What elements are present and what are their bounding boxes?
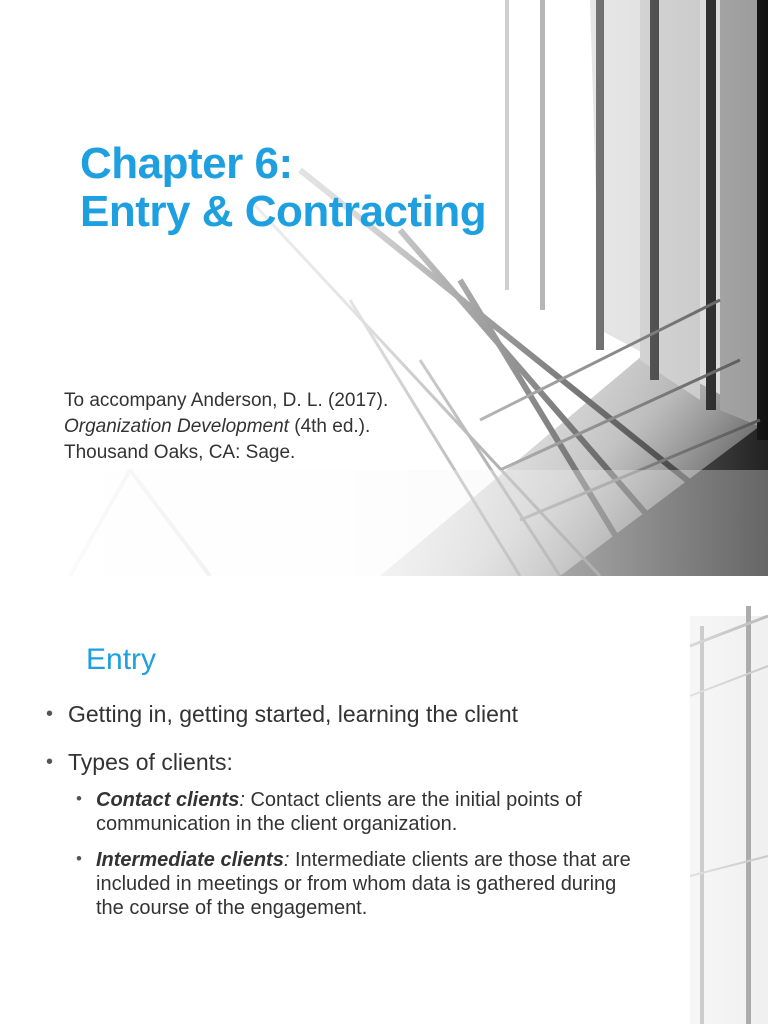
bullet-types-of-clients: • Types of clients: bbox=[44, 748, 694, 776]
main-bullet-list bbox=[44, 700, 694, 796]
entry-heading: Entry bbox=[86, 643, 157, 676]
term-contact-clients: Contact clients bbox=[96, 789, 240, 811]
citation-line-3: Thousand Oaks, CA: Sage. bbox=[64, 442, 296, 463]
term-separator: : bbox=[283, 849, 290, 871]
sub-bullet-contact-clients bbox=[76, 788, 636, 836]
slide-title-heading bbox=[80, 140, 486, 236]
term-separator: : bbox=[239, 789, 245, 811]
citation-line-2 bbox=[64, 414, 388, 440]
bullet-getting-in: • Getting in, getting started, learning the client bbox=[44, 700, 694, 728]
citation-line-1: To accompany Anderson, D. L. (2017). bbox=[64, 390, 389, 411]
citation-subtitle bbox=[64, 388, 388, 466]
book-title: Organization Development bbox=[64, 416, 289, 437]
definition-intermediate-clients: Intermediate clients are those that are included in meetings or from whom data is gathered during the course of the engagement. bbox=[96, 849, 631, 919]
sub-bullet-intermediate-clients bbox=[76, 848, 636, 920]
definition-contact-clients: Contact clients are the initial points of communication in the client organization. bbox=[96, 789, 582, 835]
client-types-list bbox=[76, 788, 636, 932]
slide-entry bbox=[0, 576, 768, 1024]
title-line-2: Entry & Contracting bbox=[80, 187, 487, 236]
edition: (4th ed.). bbox=[288, 416, 371, 437]
term-intermediate-clients: Intermediate clients bbox=[96, 849, 284, 871]
title-line-1: Chapter 6: bbox=[80, 139, 293, 188]
